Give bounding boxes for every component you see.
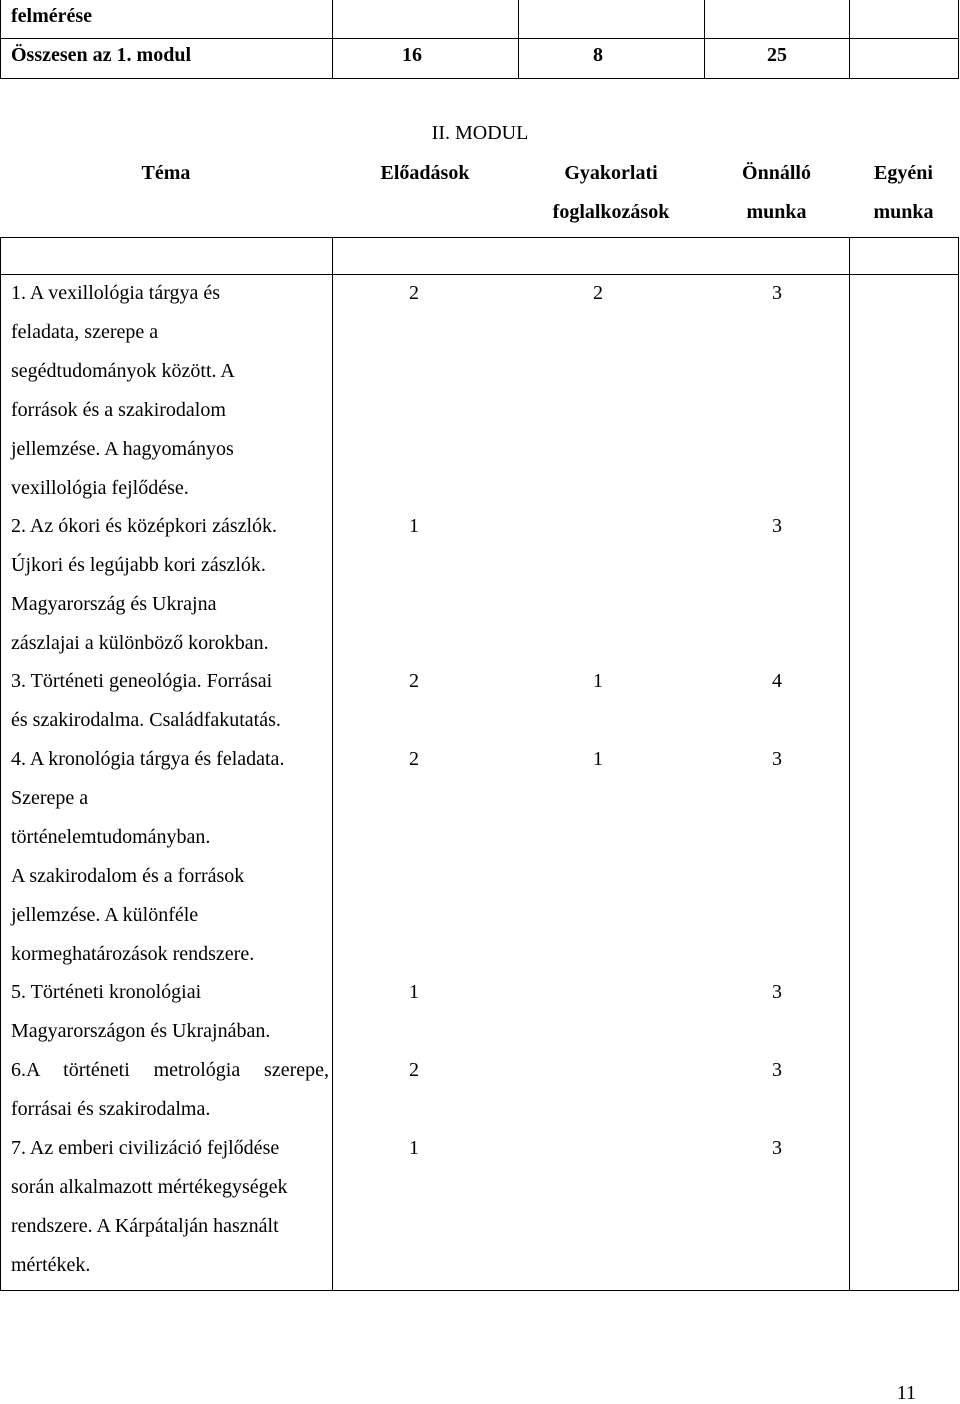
table1-border (332, 0, 333, 78)
table1-border (0, 0, 1, 78)
row1-onallo: 3 (772, 282, 782, 304)
row4-topic-line: kormeghatározások rendszere. (11, 943, 255, 965)
row3-topic (11, 662, 329, 740)
table2-border (849, 237, 850, 1291)
row6-topic (11, 1051, 329, 1129)
header-egyeni-line1: Egyéni (874, 162, 933, 184)
row1-topic-line: segédtudományok között. A (11, 360, 235, 382)
row3-gyakorlati: 1 (593, 670, 603, 692)
header-eloadasok: Előadások (380, 162, 470, 184)
row4-topic (11, 740, 329, 974)
row2-eloadasok: 1 (409, 515, 419, 537)
row2-topic-line: Magyarország és Ukrajna (11, 593, 217, 615)
row1-topic-line: 1. A vexillológia tárgya és (11, 282, 221, 304)
table2-border (958, 237, 959, 1291)
row3-topic-line: 3. Történeti geneológia. Forrásai (11, 670, 273, 692)
row3-eloadasok: 2 (409, 670, 419, 692)
module2-title: II. MODUL (431, 122, 529, 144)
row3-onallo: 4 (772, 670, 782, 692)
table1-border (0, 38, 959, 39)
row7-onallo: 3 (772, 1137, 782, 1159)
row7-topic-line: mértékek. (11, 1254, 91, 1276)
row7-topic-line: rendszere. A Kárpátalján használt (11, 1215, 279, 1237)
header-tema: Téma (141, 162, 191, 184)
row5-eloadasok: 1 (409, 981, 419, 1003)
header-gyakorlati-line2: foglalkozások (552, 201, 670, 223)
header-onallo-line1: Önnálló (742, 162, 811, 184)
row5-topic-line: 5. Történeti kronológiai (11, 981, 202, 1003)
row7-topic-line: 7. Az emberi civilizáció fejlődése (11, 1137, 280, 1159)
row4-onallo: 3 (772, 748, 782, 770)
row7-topic-line: során alkalmazott mértékegységek (11, 1176, 288, 1198)
row1-topic-line: jellemzése. A hagyományos (11, 438, 234, 460)
row1-gyakorlati: 2 (593, 282, 603, 304)
row2-topic-line: Újkori és legújabb kori zászlók. (11, 554, 266, 576)
row1-eloadasok: 2 (409, 282, 419, 304)
row5-topic-line: Magyarországon és Ukrajnában. (11, 1020, 271, 1042)
row1-topic (11, 274, 329, 508)
row2-topic (11, 507, 329, 663)
row4-topic-line: 4. A kronológia tárgya és feladata. (11, 748, 285, 770)
row2-topic-line: 2. Az ókori és középkori zászlók. (11, 515, 278, 537)
row1-topic-line: vexillológia fejlődése. (11, 477, 189, 499)
module1-total-label: Összesen az 1. modul (11, 44, 191, 66)
table1-border (849, 0, 850, 78)
row4-topic-line: történelemtudományban. (11, 826, 211, 848)
page-number: 11 (896, 1382, 916, 1404)
table1-border (518, 0, 519, 78)
row3-topic-line: és szakirodalma. Családfakutatás. (11, 709, 281, 731)
row5-onallo: 3 (772, 981, 782, 1003)
row1-topic-line: feladata, szerepe a (11, 321, 159, 343)
table2-border (0, 237, 1, 1291)
row7-eloadasok: 1 (409, 1137, 419, 1159)
row4-gyakorlati: 1 (593, 748, 603, 770)
header-egyeni-line2: munka (873, 201, 934, 223)
module1-total-onallo: 25 (767, 44, 787, 66)
module1-total-eloadasok: 16 (402, 44, 422, 66)
row4-topic-line: Szerepe a (11, 787, 89, 809)
row6-eloadasok: 2 (409, 1059, 419, 1081)
table1-border (704, 0, 705, 78)
row1-topic-line: források és a szakirodalom (11, 399, 226, 421)
table2-border (0, 1290, 959, 1291)
table2-border (332, 237, 333, 1291)
header-gyakorlati-line1: Gyakorlati (564, 162, 658, 184)
table1-border (958, 0, 959, 78)
row2-onallo: 3 (772, 515, 782, 537)
row4-topic-line: A szakirodalom és a források (11, 865, 245, 887)
row2-topic-line: zászlajai a különböző korokban. (11, 632, 269, 654)
module1-total-gyakorlati: 8 (593, 44, 603, 66)
row6-topic-line: 6.A történeti metrológia szerepe, (11, 1059, 329, 1081)
module1-last-row-label: felmérése (11, 5, 93, 27)
row4-topic-line: jellemzése. A különféle (11, 904, 199, 926)
row7-topic (11, 1129, 329, 1285)
row4-eloadasok: 2 (409, 748, 419, 770)
table2-border (0, 237, 959, 238)
header-onallo-line2: munka (746, 201, 807, 223)
table1-border (0, 78, 959, 79)
row6-onallo: 3 (772, 1059, 782, 1081)
row6-topic-line: forrásai és szakirodalma. (11, 1098, 211, 1120)
row5-topic (11, 973, 329, 1051)
